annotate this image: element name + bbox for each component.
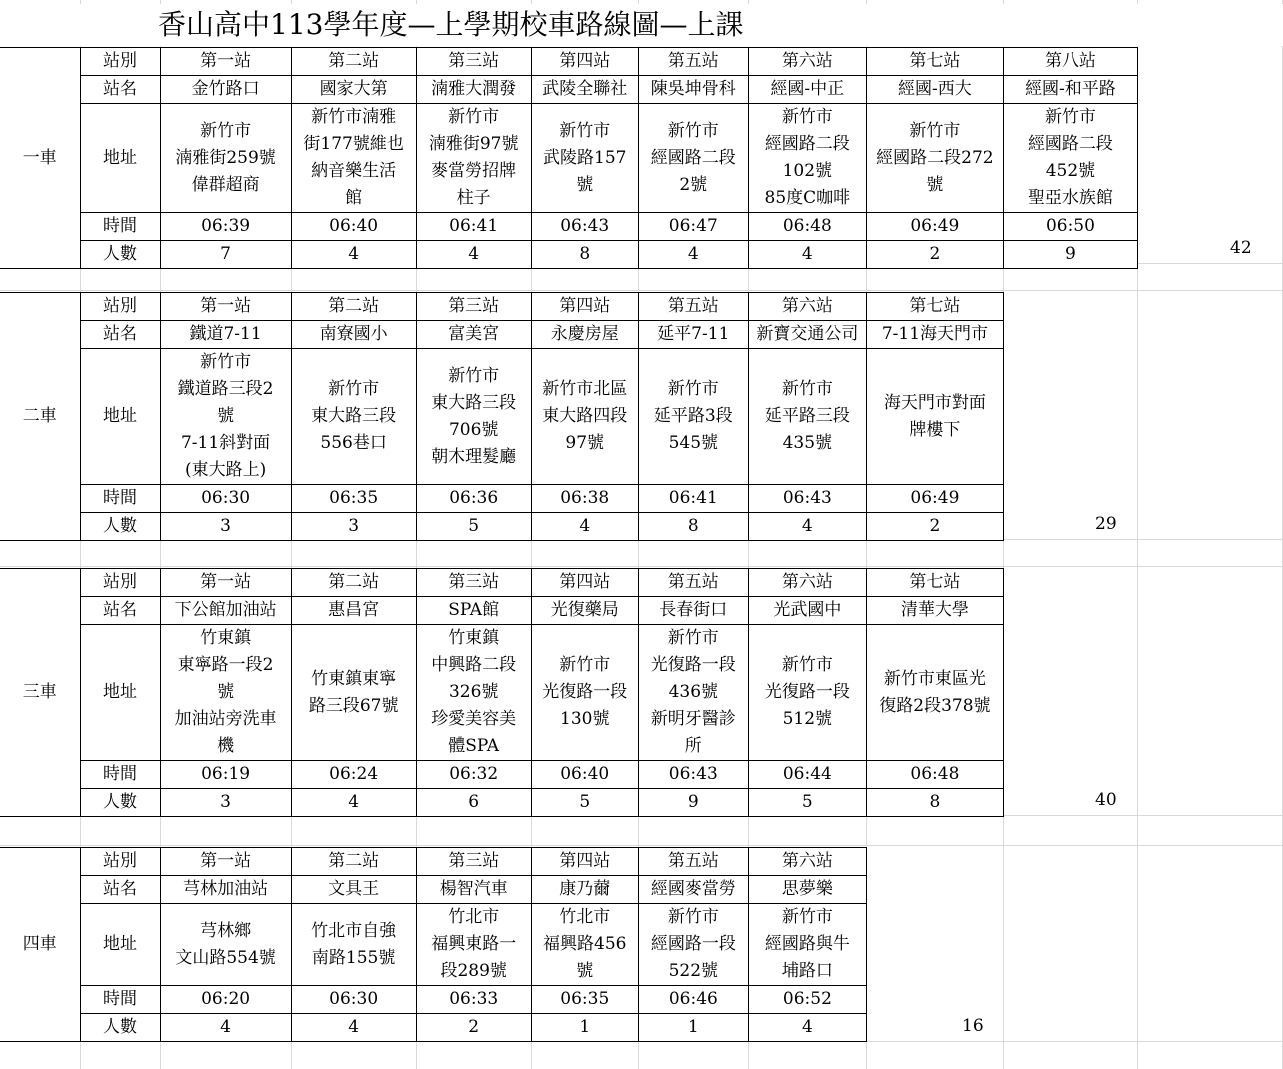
station-address [416,104,531,213]
address-line: 經國路二段 [1027,134,1113,154]
station-number: 第四站 [531,569,638,597]
station-name: 楊智汽車 [416,876,531,904]
address-line: 號 [217,406,235,426]
station-address [1003,104,1137,213]
address-line: 新竹市 [781,907,833,927]
address-line: 新竹市湳雅 [311,107,397,127]
station-name: 新寶交通公司 [748,321,866,349]
address-line: 號 [217,682,235,702]
address-line: 號 [926,174,944,195]
address-line: 新竹市 [200,120,252,141]
address-line: 7-11斜對面 [180,433,271,453]
address-line: 珍愛美容美 [431,709,517,729]
address-line: 新竹市 [781,107,833,127]
address-line: 機 [217,736,235,756]
station-name: 鐵道7-11 [160,321,291,349]
address-line: 福興路456 [543,934,627,954]
address-line: 體SPA [448,736,500,756]
station-address [291,104,416,213]
station-number: 第六站 [748,48,866,76]
row-label-station: 站別 [80,569,160,597]
station-name: SPA館 [416,597,531,625]
address-line: 新竹市 [667,120,719,141]
station-number: 第四站 [531,48,638,76]
station-count: 1 [531,1014,638,1042]
address-line: 經國路與牛 [764,934,850,954]
address-line: 段289號 [440,961,507,981]
station-time: 06:30 [160,485,291,513]
row-label-station: 站別 [80,293,160,321]
station-count: 6 [416,789,531,817]
station-name: 湳雅大潤發 [416,76,531,104]
station-address [531,349,638,485]
station-name: 富美宮 [416,321,531,349]
station-address [748,625,866,761]
row-label-count: 人數 [80,789,160,817]
station-number: 第二站 [291,569,416,597]
station-count: 5 [748,789,866,817]
address-line: 路三段67號 [308,695,399,716]
address-line: 新竹市北區 [542,379,628,399]
station-address [638,349,748,485]
station-count: 9 [638,789,748,817]
address-line: 號 [576,174,594,195]
station-address [638,625,748,761]
station-number: 第七站 [866,48,1003,76]
address-line: 聖亞水族館 [1027,188,1113,208]
station-count: 8 [638,513,748,541]
station-time: 06:38 [531,485,638,513]
row-label-name: 站名 [80,76,160,104]
page-title: 香山高中113學年度—上學期校車路線圖—上課 [0,4,1283,46]
station-time: 06:35 [291,485,416,513]
row-label-address: 地址 [80,904,160,986]
address-line: 竹北市 [559,907,611,927]
station-time: 06:43 [638,761,748,789]
station-address [866,104,1003,213]
station-count: 4 [416,241,531,269]
station-address [531,625,638,761]
station-number: 第四站 [531,848,638,876]
station-time: 06:41 [416,213,531,241]
station-address [291,904,416,986]
address-line: 512號 [782,709,833,729]
address-line: 延平路3段 [653,406,733,426]
address-line: 新竹市 [909,120,961,141]
address-line: 新竹市 [328,379,380,399]
station-number: 第六站 [748,569,866,597]
station-address [416,349,531,485]
station-count: 2 [416,1014,531,1042]
station-time: 06:48 [748,213,866,241]
address-line: 新竹市 [667,628,719,648]
address-line: 柱子 [456,188,491,208]
station-name: 永慶房屋 [531,321,638,349]
station-count: 8 [531,241,638,269]
route-table-2 [0,292,1004,541]
station-address [638,904,748,986]
station-count: 9 [1003,241,1137,269]
station-number: 第三站 [416,848,531,876]
station-time: 06:39 [160,213,291,241]
station-name: 經國-西大 [866,76,1003,104]
station-time: 06:20 [160,986,291,1014]
station-time: 06:32 [416,761,531,789]
address-line: 經國路二段 [764,134,850,154]
address-line: 452號 [1045,161,1096,181]
station-name: 康乃薾 [531,876,638,904]
car-total-count: 16 [962,1016,984,1036]
address-line: 湳雅街97號 [428,134,519,154]
station-number: 第一站 [160,569,291,597]
address-line: 新竹市 [448,107,500,127]
station-name: 光武國中 [748,597,866,625]
station-name: 下公館加油站 [160,597,291,625]
address-line: 436號 [668,682,719,702]
station-time: 06:33 [416,986,531,1014]
address-line: 光復路一段 [650,655,736,675]
address-line: 經國路一段 [650,934,736,954]
station-time: 06:41 [638,485,748,513]
station-count: 5 [416,513,531,541]
address-line: 朝木理髮廳 [431,446,517,467]
station-name: 思夢樂 [748,876,866,904]
station-time: 06:19 [160,761,291,789]
address-line: 埔路口 [781,961,833,981]
car-label: 一車 [0,48,80,269]
station-address [160,625,291,761]
address-line: 經國路二段 [650,147,736,168]
station-count: 4 [291,241,416,269]
car-label: 二車 [0,293,80,541]
station-number: 第一站 [160,48,291,76]
station-time: 06:43 [748,485,866,513]
station-count: 8 [866,789,1003,817]
station-number: 第二站 [291,848,416,876]
station-name: 芎林加油站 [160,876,291,904]
address-line: 鐵道路三段2 [177,379,274,399]
address-line: 東大路三段 [311,406,397,426]
station-address [866,349,1003,485]
station-address [160,104,291,213]
station-name: 清華大學 [866,597,1003,625]
car-total-count: 29 [1095,514,1117,534]
station-number: 第二站 [291,293,416,321]
address-line: 新竹市 [448,365,500,386]
station-number: 第五站 [638,48,748,76]
address-line: 號 [576,961,594,981]
station-number: 第四站 [531,293,638,321]
row-label-address: 地址 [80,104,160,213]
station-number: 第七站 [866,569,1003,597]
station-name: 國家大第 [291,76,416,104]
station-time: 06:49 [866,213,1003,241]
address-line: 326號 [448,682,499,702]
address-line: 復路2段378號 [879,695,991,716]
station-time: 06:46 [638,986,748,1014]
address-line: 新竹市 [667,907,719,927]
row-label-name: 站名 [80,321,160,349]
address-line: 街177號維也 [303,134,404,154]
station-count: 2 [866,513,1003,541]
station-time: 06:49 [866,485,1003,513]
row-label-address: 地址 [80,625,160,761]
station-address [866,625,1003,761]
station-name: 陳吳坤骨科 [638,76,748,104]
station-name: 光復藥局 [531,597,638,625]
station-time: 06:30 [291,986,416,1014]
station-time: 06:50 [1003,213,1137,241]
address-line: 130號 [560,709,610,729]
station-time: 06:24 [291,761,416,789]
station-number: 第五站 [638,569,748,597]
row-label-count: 人數 [80,1014,160,1042]
station-address [160,904,291,986]
station-time: 06:40 [291,213,416,241]
route-table-4 [0,847,867,1042]
station-name: 延平7-11 [638,321,748,349]
address-line: 竹北市自強 [311,920,397,941]
station-count: 4 [638,241,748,269]
address-line: 新竹市東區光 [883,668,986,689]
station-number: 第五站 [638,848,748,876]
address-line: 新竹市 [200,352,252,372]
address-line: 光復路一段 [764,682,850,702]
address-line: 竹東鎮東寧 [311,668,397,689]
station-count: 4 [748,241,866,269]
station-name: 武陵全聯社 [531,76,638,104]
row-label-station: 站別 [80,48,160,76]
address-line: 光復路一段 [542,682,628,702]
address-line: 545號 [668,433,719,453]
station-address [638,104,748,213]
address-line: 武陵路157 [543,147,627,168]
station-address [416,904,531,986]
station-address [531,904,638,986]
station-count: 1 [638,1014,748,1042]
station-address [416,625,531,761]
station-address [748,104,866,213]
station-number: 第八站 [1003,48,1137,76]
address-line: 納音樂生活 [311,161,397,181]
address-line: 新竹市 [1044,107,1096,127]
station-name: 南寮國小 [291,321,416,349]
station-count: 4 [160,1014,291,1042]
address-line: 新竹市 [559,655,611,675]
address-line: 2號 [679,174,708,195]
station-address [291,349,416,485]
address-line: 館 [345,188,363,208]
station-time: 06:47 [638,213,748,241]
address-line: 新明牙醫診 [650,709,736,729]
row-label-address: 地址 [80,349,160,485]
station-name: 經國麥當勞 [638,876,748,904]
station-name: 金竹路口 [160,76,291,104]
station-time: 06:52 [748,986,866,1014]
route-table-3 [0,568,1004,817]
address-line: 所 [684,736,702,756]
station-count: 4 [291,789,416,817]
station-address [531,104,638,213]
address-line: 556巷口 [320,433,387,453]
address-line: 東大路三段 [431,392,517,413]
address-line: 經國路二段272 [876,147,994,168]
station-time: 06:40 [531,761,638,789]
station-name: 經國-和平路 [1003,76,1137,104]
station-count: 4 [291,1014,416,1042]
station-count: 3 [160,513,291,541]
address-line: 新竹市 [667,379,719,399]
address-line: 牌樓下 [909,419,961,440]
address-line: 延平路三段 [764,406,850,426]
station-address [291,625,416,761]
station-time: 06:43 [531,213,638,241]
address-line: 芎林鄉 [200,920,252,941]
address-line: 東寧路一段2 [177,655,274,675]
station-number: 第一站 [160,848,291,876]
station-count: 3 [291,513,416,541]
address-line: 偉群超商 [191,174,260,195]
row-label-station: 站別 [80,848,160,876]
station-address [160,349,291,485]
address-line: 435號 [782,433,833,453]
address-line: 加油站旁洗車 [174,709,277,729]
address-line: 竹北市 [448,907,500,927]
station-name: 7-11海天門市 [866,321,1003,349]
row-label-name: 站名 [80,597,160,625]
row-label-count: 人數 [80,241,160,269]
station-address [748,349,866,485]
row-label-time: 時間 [80,761,160,789]
station-number: 第五站 [638,293,748,321]
address-line: 新竹市 [781,379,833,399]
station-number: 第三站 [416,569,531,597]
station-number: 第二站 [291,48,416,76]
station-count: 2 [866,241,1003,269]
row-label-time: 時間 [80,213,160,241]
address-line: 海天門市對面 [883,392,986,413]
car-label: 三車 [0,569,80,817]
address-line: 福興東路一 [431,934,517,954]
station-address [748,904,866,986]
row-label-name: 站名 [80,876,160,904]
address-line: (東大路上) [184,460,267,480]
address-line: 竹東鎮 [448,628,500,648]
row-label-count: 人數 [80,513,160,541]
address-line: 湳雅街259號 [175,147,276,168]
address-line: 102號 [782,161,833,181]
station-name: 文具王 [291,876,416,904]
station-count: 7 [160,241,291,269]
station-time: 06:44 [748,761,866,789]
car-total-count: 40 [1095,790,1117,810]
station-time: 06:48 [866,761,1003,789]
station-number: 第一站 [160,293,291,321]
address-line: 東大路四段 [542,406,628,426]
address-line: 南路155號 [311,947,396,968]
address-line: 85度C咖啡 [764,188,851,208]
station-name: 惠昌宮 [291,597,416,625]
address-line: 706號 [448,419,499,440]
address-line: 新竹市 [781,655,833,675]
row-label-time: 時間 [80,485,160,513]
station-number: 第三站 [416,293,531,321]
address-line: 文山路554號 [175,947,276,968]
car-label: 四車 [0,848,80,1042]
station-number: 第七站 [866,293,1003,321]
address-line: 新竹市 [559,120,611,141]
station-time: 06:35 [531,986,638,1014]
station-time: 06:36 [416,485,531,513]
station-count: 4 [748,513,866,541]
row-label-time: 時間 [80,986,160,1014]
station-count: 5 [531,789,638,817]
address-line: 中興路二段 [431,655,517,675]
station-number: 第六站 [748,848,866,876]
car-total-count: 42 [1230,238,1252,258]
station-name: 長春街口 [638,597,748,625]
address-line: 97號 [565,433,605,453]
station-count: 3 [160,789,291,817]
station-number: 第三站 [416,48,531,76]
station-number: 第六站 [748,293,866,321]
address-line: 竹東鎮 [200,628,252,648]
station-name: 經國-中正 [748,76,866,104]
station-count: 4 [531,513,638,541]
address-line: 522號 [668,961,719,981]
station-count: 4 [748,1014,866,1042]
route-table-1 [0,47,1138,269]
address-line: 麥當勞招牌 [431,161,517,181]
